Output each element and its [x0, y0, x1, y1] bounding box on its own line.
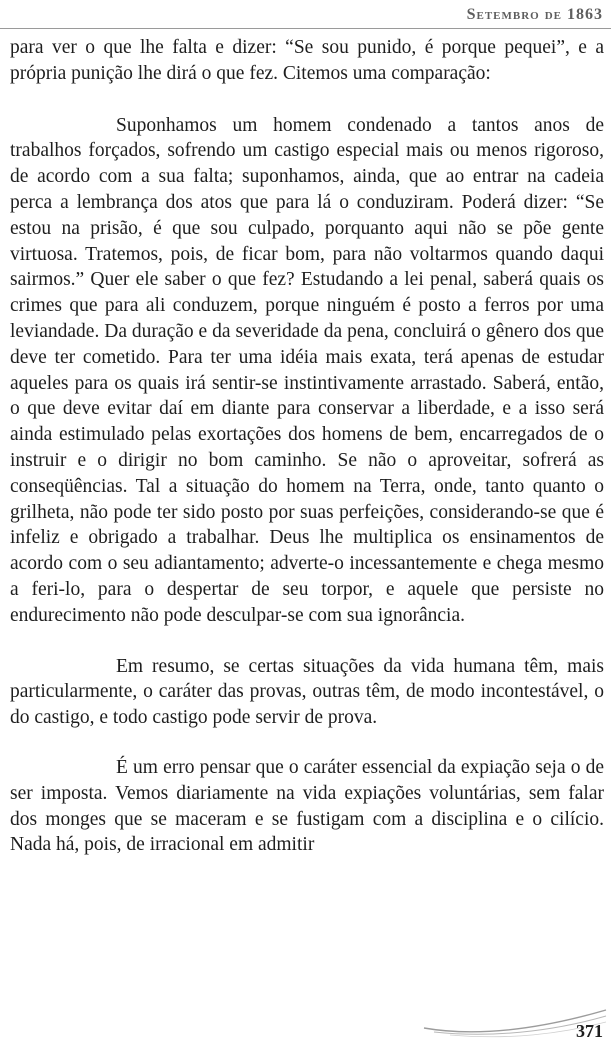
paragraph-1: para ver o que lhe falta e dizer: “Se sou punido, é porque pequei”, e a própria punição lhe dirá o que fez. Citemos uma comparação:	[10, 37, 604, 84]
header-rule	[0, 28, 611, 29]
page-body	[10, 35, 604, 858]
paragraph-3: Em resumo, se certas situações da vida humana têm, mais particularmente, o caráter das provas, outras têm, de modo incontestável, o do castigo, e todo castigo pode servir de prova.	[10, 655, 604, 729]
paragraph-2: Suponhamos um homem condenado a tantos anos de trabalhos forçados, sofrendo um castigo especial mais ou menos rigoroso, de acordo com a sua falta; suponhamos, ainda, que ao entrar na cadeia perca a lembrança dos atos que para lá o conduziram. Poderá dizer: “Se estou na prisão, é que sou culpado, porquanto aqui não se põe gente virtuosa. Tratemos, pois, de ficar bom, para não voltarmos quando daqui sairmos.” Quer ele saber o que fez? Estudando a lei penal, saberá quais os crimes que para ali conduzem, porque ninguém é posto a ferros por uma leviandade. Da duração e da severidade da pena, concluirá o gênero dos que deve ter cometido. Para ter uma idéia mais exata, terá apenas de estudar aqueles para os quais irá sentir-se instintivamente arrastado. Saberá, então, o que deve evitar daí em diante para conservar a liberdade, e a isso será ainda estimulado pelas exortações dos homens de bem, encarregados de o instruir e o dirigir no bom caminho. Se não o aproveitar, sofrerá as conseqüências. Tal a situação do homem na Terra, onde, tanto quanto o grilheta, não pode ter sido posto por suas perfeições, considerando-se que é infeliz e obrigado a trabalhar. Deus lhe multiplica os ensinamentos de acordo com o seu adiantamento; adverte-o incessantemente e chega mesmo a feri-lo, para o despertar de seu torpor, e aquele que persiste no endurecimento não pode desculpar-se com sua ignorância.	[10, 114, 604, 626]
page-number: 371	[576, 1021, 603, 1041]
running-head: Setembro de 1863	[466, 6, 603, 23]
paragraph-4: É um erro pensar que o caráter essencial da expiação seja o de ser imposta. Vemos diariamente na vida expiações voluntárias, sem falar dos monges que se maceram e se fustigam com a disciplina e o cilício. Nada há, pois, de irracional em admitir	[10, 756, 604, 856]
